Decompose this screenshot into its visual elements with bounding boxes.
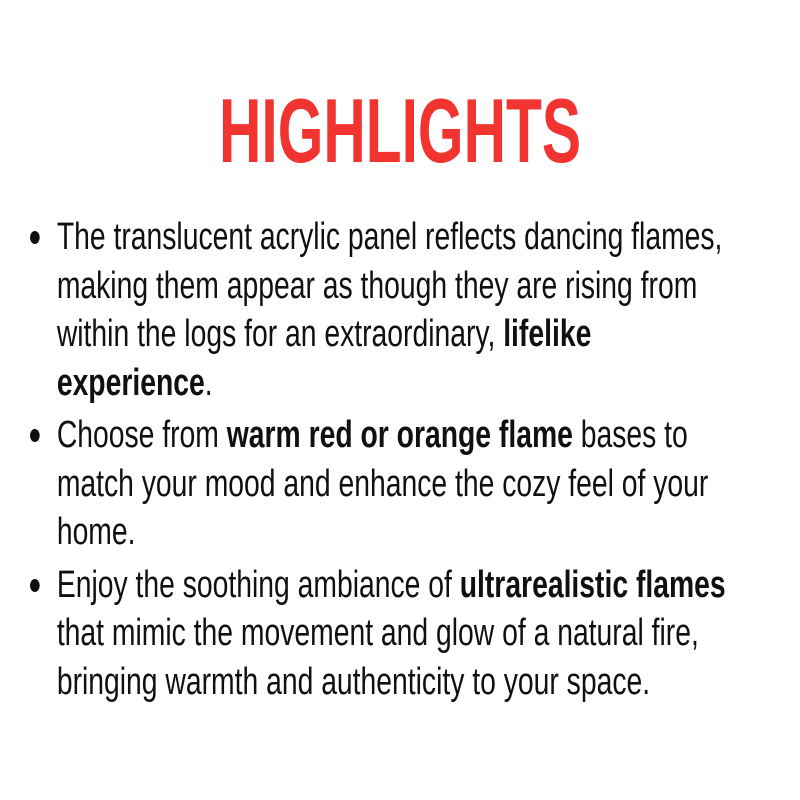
text-segment: match your mood and enhance the cozy feel of your xyxy=(56,462,709,505)
bullet-dot xyxy=(30,579,40,592)
text-segment: within the logs for an extraordinary, xyxy=(56,313,504,355)
text-segment: bases to xyxy=(572,414,688,456)
text-line xyxy=(57,460,798,509)
text-line xyxy=(57,609,798,658)
page-title-container xyxy=(0,81,800,182)
text-line xyxy=(57,411,798,460)
text-segment: bringing warmth and authenticity to your space. xyxy=(56,660,651,703)
text-segment: . xyxy=(204,361,213,404)
list-item xyxy=(30,561,797,707)
text-line xyxy=(57,508,798,557)
text-segment: making them appear as though they are rising from xyxy=(56,264,698,307)
text-segment: that mimic the movement and glow of a natural fire, xyxy=(56,612,699,654)
page-title: HIGHLIGHTS xyxy=(219,81,581,182)
text-line xyxy=(57,561,798,610)
text-segment: Choose from xyxy=(56,414,227,456)
text-line xyxy=(57,213,798,262)
highlights-list xyxy=(30,213,797,706)
text-line xyxy=(57,658,798,707)
bold-text-segment: experience xyxy=(56,361,205,404)
bullet-dot xyxy=(30,429,40,442)
text-segment: The translucent acrylic panel reflects dancing flames, xyxy=(56,216,723,258)
bold-text-segment: warm red or orange flame xyxy=(226,414,573,456)
list-item xyxy=(30,411,797,557)
text-segment: home. xyxy=(56,511,136,553)
highlights-content xyxy=(30,213,797,710)
bullet-dot xyxy=(30,231,40,244)
text-line xyxy=(57,262,798,311)
text-line xyxy=(57,310,798,359)
list-item xyxy=(30,213,797,407)
text-segment: Enjoy the soothing ambiance of xyxy=(56,563,460,606)
bold-text-segment: ultrarealistic flames xyxy=(459,563,726,606)
bold-text-segment: lifelike xyxy=(503,313,592,355)
text-line xyxy=(57,359,798,408)
